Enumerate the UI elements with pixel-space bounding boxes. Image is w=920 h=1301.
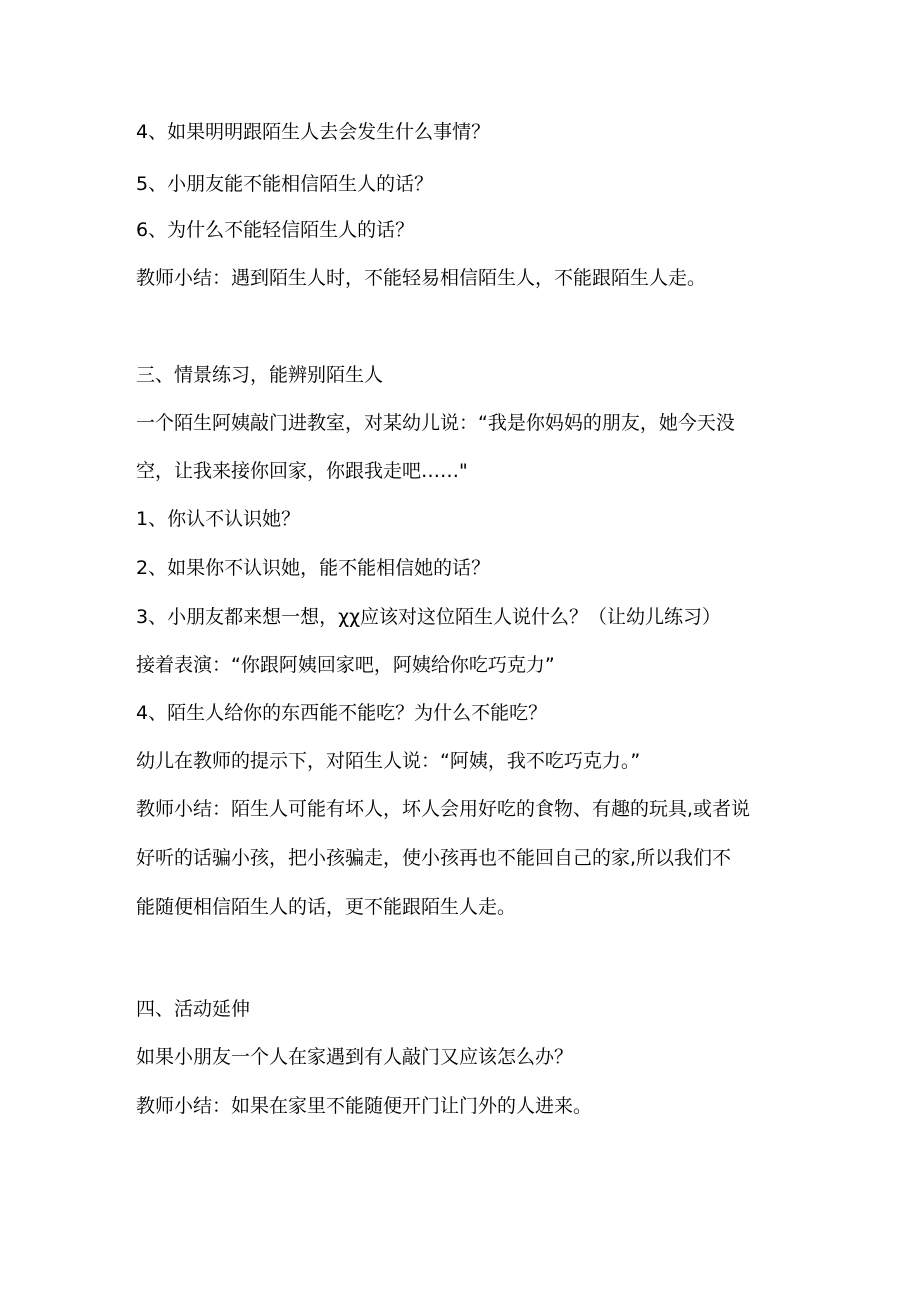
section-4-heading: 四、活动延伸: [136, 998, 251, 1020]
teacher-summary-2-line-3: 能随便相信陌生人的话，更不能跟陌生人走。: [136, 896, 517, 918]
teacher-summary-1: 教师小结：遇到陌生人时，不能轻易相信陌生人，不能跟陌生人走。: [136, 267, 707, 289]
role-play-line: 接着表演：“你跟阿姨回家吧，阿姨给你吃巧克力”: [136, 654, 555, 676]
section-3-heading: 三、情景练习，能辨别陌生人: [136, 364, 384, 386]
scenario-question-3: 3、小朋友都来想一想，χχ应该对这位陌生人说什么？（让幼儿练习）: [136, 606, 722, 628]
teacher-summary-2-line-1: 教师小结：陌生人可能有坏人，坏人会用好吃的食物、有趣的玩具,或者说: [136, 798, 751, 820]
question-5: 5、小朋友能不能相信陌生人的话？: [136, 173, 434, 195]
extension-question: 如果小朋友一个人在家遇到有人敲门又应该怎么办？: [136, 1046, 574, 1068]
question-6: 6、为什么不能轻信陌生人的话？: [136, 219, 415, 241]
question-4: 4、如果明明跟陌生人去会发生什么事情？: [136, 121, 491, 143]
scenario-paragraph-line-2: 空，让我来接你回家，你跟我走吧……": [136, 460, 468, 482]
child-response-line: 幼儿在教师的提示下，对陌生人说：“阿姨，我不吃巧克力。”: [136, 750, 641, 772]
teacher-summary-3: 教师小结：如果在家里不能随便开门让门外的人进来。: [136, 1095, 593, 1117]
scenario-question-2: 2、如果你不认识她，能不能相信她的话？: [136, 557, 491, 579]
scenario-paragraph-line-1: 一个陌生阿姨敲门进教室，对某幼儿说：“我是你妈妈的朋友，她今天没: [136, 412, 735, 434]
scenario-question-4: 4、陌生人给你的东西能不能吃？为什么不能吃？: [136, 702, 548, 724]
teacher-summary-2-line-2: 好听的话骗小孩，把小孩骗走，使小孩再也不能回自己的家,所以我们不: [136, 847, 732, 869]
scenario-question-1: 1、你认不认识她？: [136, 508, 301, 530]
